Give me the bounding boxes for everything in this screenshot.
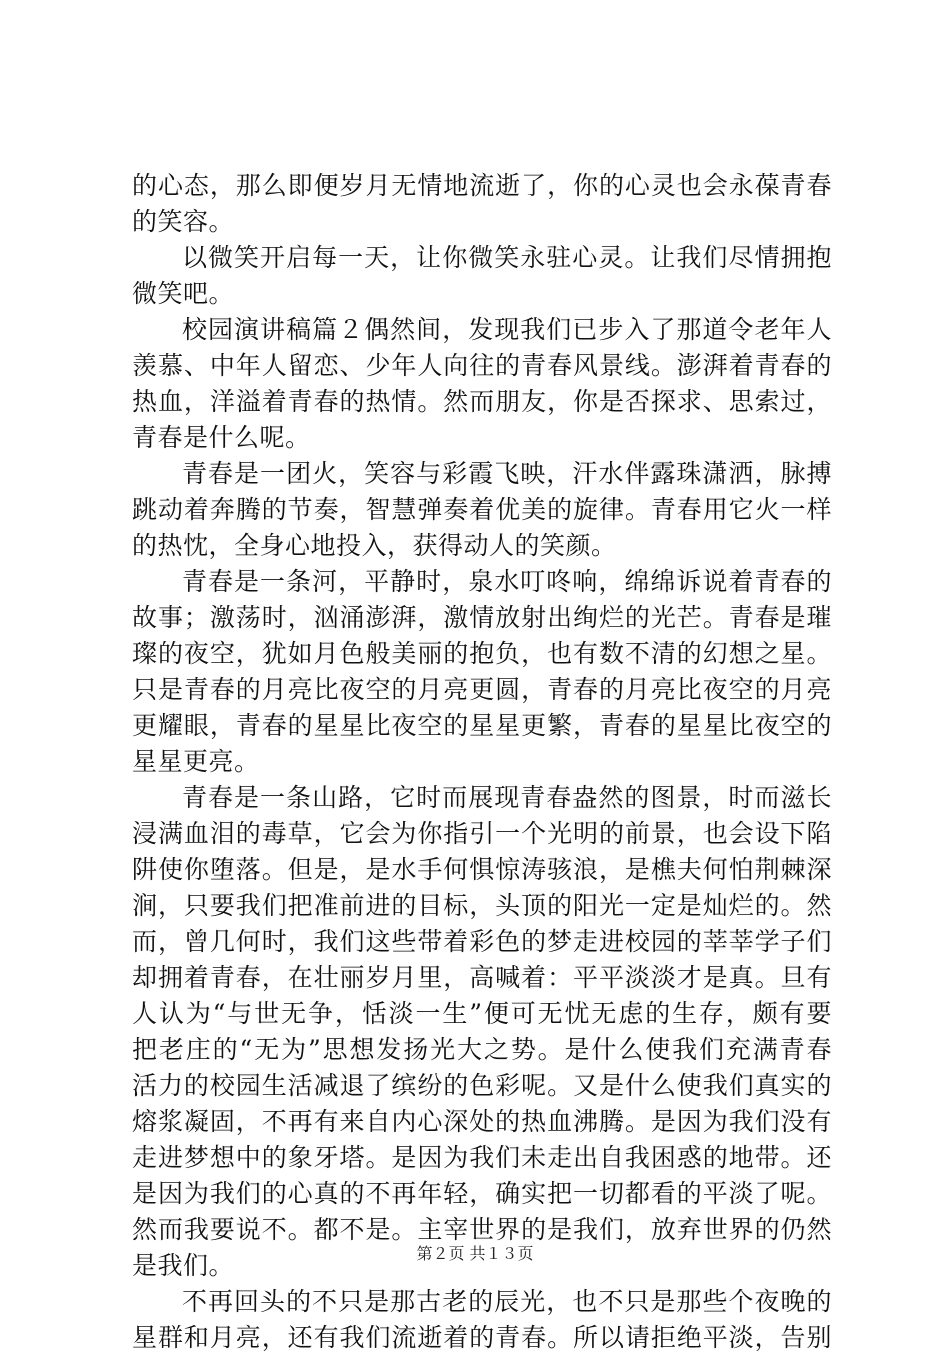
text-line: 的热忱，全身心地投入，获得动人的笑颜。 xyxy=(132,531,617,560)
text-line: 人认为“与世无争，恬淡一生”便可无忧无虑的生存，颇有要 xyxy=(132,999,832,1028)
text-line: 星星更亮。 xyxy=(132,747,260,776)
text-line: 羡慕、中年人留恋、少年人向往的青春风景线。澎湃着青春的 xyxy=(132,351,832,380)
text-line: 青春是什么呢。 xyxy=(132,423,311,452)
text-line: 的心态，那么即便岁月无情地流逝了，你的心灵也会永葆青春 xyxy=(132,171,832,200)
text-line: 活力的校园生活减退了缤纷的色彩呢。又是什么使我们真实的 xyxy=(132,1071,832,1100)
text-line: 璨的夜空，犹如月色般美丽的抱负，也有数不清的幻想之星。 xyxy=(132,639,832,668)
text-line: 却拥着青春，在壮丽岁月里，高喊着：平平淡淡才是真。旦有 xyxy=(132,963,832,992)
text-line: 是因为我们的心真的不再年轻，确实把一切都看的平淡了呢。 xyxy=(132,1179,832,1208)
text-line: 不再回头的不只是那古老的辰光，也不只是那些个夜晚的 xyxy=(182,1287,832,1316)
text-line: 只是青春的月亮比夜空的月亮更圆，青春的月亮比夜空的月亮 xyxy=(132,675,832,704)
text-line: 热血，洋溢着青春的热情。然而朋友，你是否探求、思索过， xyxy=(132,387,832,416)
text-line: 青春是一团火，笑容与彩霞飞映，汗水伴露珠潇洒，脉搏 xyxy=(182,459,832,488)
text-line: 熔浆凝固，不再有来自内心深处的热血沸腾。是因为我们没有 xyxy=(132,1107,832,1136)
text-line: 微笑吧。 xyxy=(132,279,235,308)
text-line: 更耀眼，青春的星星比夜空的星星更繁，青春的星星比夜空的 xyxy=(132,711,832,740)
text-line: 阱使你堕落。但是，是水手何惧惊涛骇浪，是樵夫何怕荆棘深 xyxy=(132,855,832,884)
body-text xyxy=(132,168,832,1356)
text-line: 涧，只要我们把准前进的目标，头顶的阳光一定是灿烂的。然 xyxy=(132,891,832,920)
text-line: 星群和月亮，还有我们流逝着的青春。所以请拒绝平淡，告别 xyxy=(132,1323,832,1352)
text-line: 走进梦想中的象牙塔。是因为我们未走出自我困惑的地带。还 xyxy=(132,1143,832,1172)
text-line: 而，曾几何时，我们这些带着彩色的梦走进校园的莘莘学子们 xyxy=(132,927,832,956)
page-footer: 第２页 共１３页 xyxy=(416,1244,534,1263)
text-line: 青春是一条山路，它时而展现青春盎然的图景，时而滋长 xyxy=(182,783,832,812)
text-line: 的笑容。 xyxy=(132,207,235,236)
text-line: 以微笑开启每一天，让你微笑永驻心灵。让我们尽情拥抱 xyxy=(182,243,832,272)
text-line: 把老庄的“无为”思想发扬光大之势。是什么使我们充满青春 xyxy=(132,1035,832,1064)
text-line: 故事；激荡时，汹涌澎湃，激情放射出绚烂的光芒。青春是璀 xyxy=(132,603,832,632)
text-line: 是我们。 xyxy=(132,1251,235,1280)
text-line: 浸满血泪的毒草，它会为你指引一个光明的前景，也会设下陷 xyxy=(132,819,832,848)
text-line: 跳动着奔腾的节奏，智慧弹奏着优美的旋律。青春用它火一样 xyxy=(132,495,832,524)
text-line: 青春是一条河，平静时，泉水叮咚响，绵绵诉说着青春的 xyxy=(182,567,832,596)
text-line: 然而我要说不。都不是。主宰世界的是我们，放弃世界的仍然 xyxy=(132,1215,832,1244)
text-line: 校园演讲稿篇２偶然间，发现我们已步入了那道令老年人 xyxy=(182,315,832,344)
